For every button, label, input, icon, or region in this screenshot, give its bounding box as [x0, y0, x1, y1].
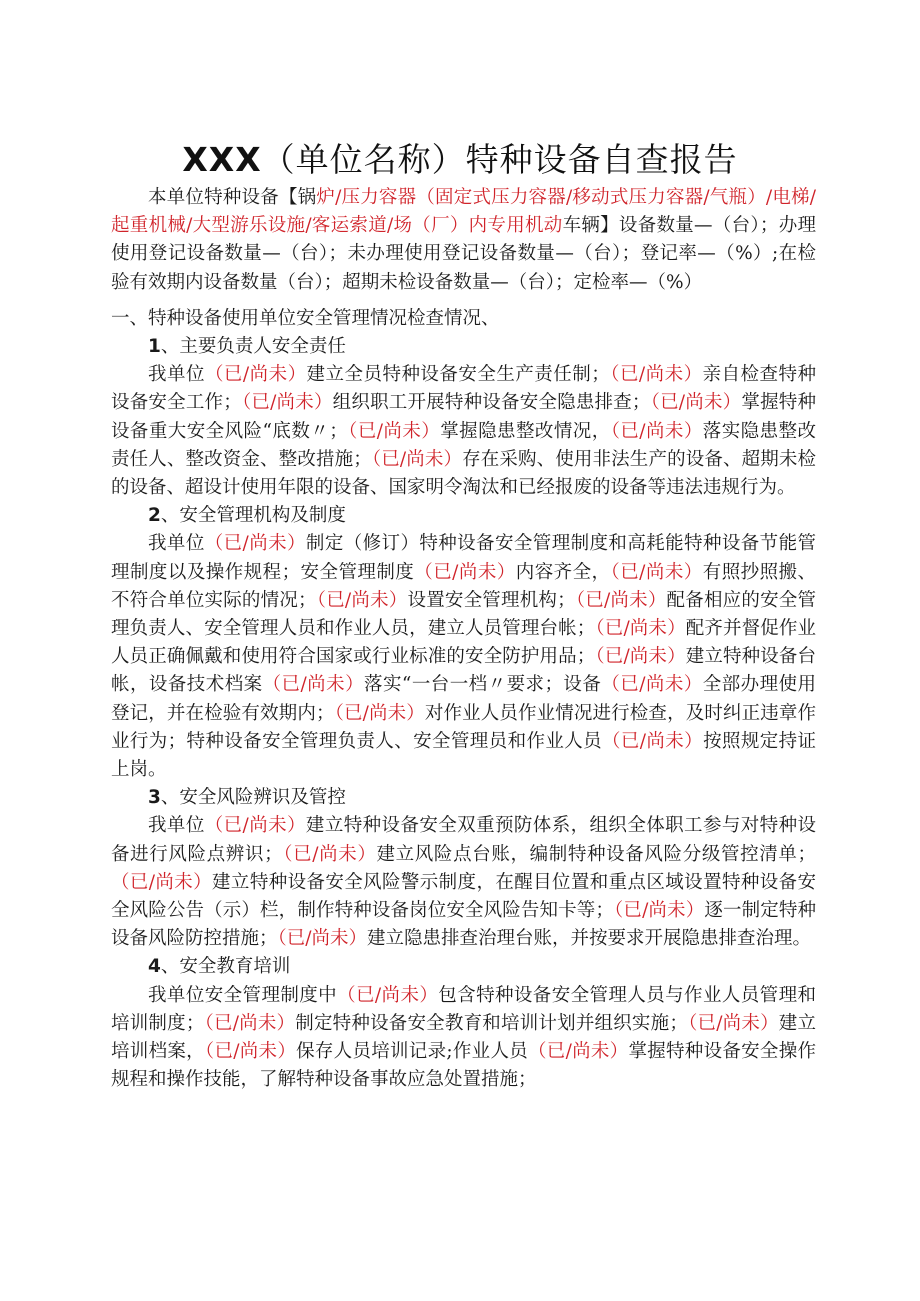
- text-run: 本单位特种设备【锅: [148, 187, 317, 208]
- title-text: （单位名称）特种设备自查报告: [261, 140, 738, 179]
- status-placeholder: （已/尚未）: [650, 392, 742, 414]
- paragraph-responsibility: [111, 361, 816, 502]
- subsection-heading-2: [111, 502, 816, 530]
- text-run: 制定（修订）特种设备安全管理制度和高耗能特种设备节能管理制度以及操作规程；安全管理制度: [111, 533, 816, 583]
- text-run: 建立隐患排查治理台账，并按要求开展隐患排查治理。: [367, 928, 812, 950]
- status-placeholder: （已/尚未）: [334, 702, 425, 724]
- intro-paragraph: [111, 184, 816, 297]
- status-placeholder: （已/尚未）: [111, 871, 213, 893]
- paragraph-training: [111, 982, 816, 1095]
- text-run: 建立风险点台账，编制特种设备风险分级管控清单；: [376, 843, 816, 865]
- status-placeholder: （已/尚未）: [575, 589, 667, 611]
- status-placeholder: （已/尚未）: [609, 364, 703, 386]
- text-run: 我单位: [148, 364, 205, 386]
- status-placeholder: （已/尚未）: [204, 533, 306, 555]
- text-run: 建立特种设备安全风险警示制度，在醒目位置和重点区域设置特种设备安全风险公告（示）栏，制作特种设备岗位安全风险告知卡等；: [111, 871, 816, 922]
- text-run: 亲自检查特种设备安全工作；: [111, 364, 816, 414]
- status-placeholder: （已/尚未）: [204, 815, 306, 837]
- subsection-number: 3: [148, 787, 161, 809]
- status-placeholder: （已/尚未）: [613, 900, 705, 922]
- subsection-number: 2: [148, 505, 161, 527]
- text-run: 内容齐全，: [515, 561, 611, 583]
- status-placeholder: （已/尚未）: [316, 589, 408, 611]
- status-placeholder: （已/尚未）: [204, 1012, 296, 1034]
- status-placeholder: （已/尚未）: [337, 984, 439, 1006]
- text-run: 设置安全管理机构；: [407, 589, 576, 611]
- subsection-heading-4: [111, 953, 816, 981]
- text-run: 落实“一台一档〃要求；设备: [364, 674, 602, 696]
- subsection-number: 4: [148, 956, 161, 978]
- status-placeholder: （已/尚未）: [277, 928, 367, 950]
- text-run: 逐一制定特种设备风险防控措施；: [111, 900, 816, 950]
- text-run: 配备相应的安全管理负责人、安全管理人员和作业人员，建立人员管理台帐；: [111, 589, 816, 640]
- text-run: 制定特种设备安全教育和培训计划并组织实施；: [295, 1012, 688, 1034]
- text-run: 建立培训档案，: [111, 1012, 816, 1063]
- subsection-title: 、安全风险辨识及管控: [160, 787, 346, 809]
- text-run: 组织职工开展特种设备安全隐患排查；: [332, 392, 651, 414]
- text-run: 我单位: [148, 533, 205, 555]
- report-body: [111, 184, 816, 1095]
- status-placeholder: （已/尚未）: [602, 730, 704, 752]
- title-prefix: XXX: [182, 140, 262, 179]
- text-run: 建立全员特种设备安全生产责任制；: [306, 364, 610, 386]
- text-run: 建立特种设备安全双重预防体系，组织全体职工参与对特种设备进行风险点辨识；: [111, 815, 816, 865]
- text-run: 对作业人员作业情况进行检查，及时纠正违章作业行为；特种设备安全管理负责人、安全管理员和作业人员: [111, 702, 816, 752]
- text-run: 存在采购、使用非法生产的设备、超期未检的设备、超设计使用年限的设备、国家明令淘汰和已经报废的设备等违法违规行为。: [111, 448, 816, 499]
- status-placeholder: （已/尚未）: [595, 646, 686, 668]
- status-placeholder: （已/尚未）: [204, 1041, 297, 1063]
- status-placeholder: （已/尚未）: [282, 843, 377, 865]
- status-placeholder: （已/尚未）: [262, 674, 365, 696]
- text-run: 掌握特种设备重大安全风险“底数〃；: [111, 392, 816, 442]
- subsection-title: 、安全教育培训: [160, 956, 291, 978]
- status-placeholder: （已/尚未）: [610, 420, 703, 442]
- paragraph-risk-control: [111, 812, 816, 953]
- text-run: 掌握特种设备安全操作规程和操作技能，了解特种设备事故应急处置措施；: [111, 1041, 816, 1091]
- text-run: 车辆】设备数量—（台）；办理使用登记设备数量—（台）；未办理使用登记设备数量—（台）；登记率—（%）;在检验有效期内设备数量（台）；超期未检设备数量—（台）；定检率—（%）: [111, 215, 816, 293]
- paragraph-management: [111, 530, 816, 784]
- text-run: 建立特种设备台帐，设备技术档案: [111, 646, 816, 696]
- status-placeholder: （已/尚未）: [595, 618, 686, 640]
- status-placeholder: （已/尚未）: [204, 364, 307, 386]
- text-run: 我单位安全管理制度中: [148, 984, 338, 1006]
- text-run: 落实隐患整改责任人、整改资金、整改措施；: [111, 420, 816, 470]
- status-placeholder: 炉/压力容器（固定式压力容器/移动式压力容器/气瓶）/电梯/起重机械/大型游乐设施/客运索道/场（厂）内专用机动: [111, 187, 816, 237]
- status-placeholder: （已/尚未）: [414, 561, 516, 583]
- status-placeholder: （已/尚未）: [528, 1041, 629, 1063]
- text-run: 按照规定持证上岗。: [111, 730, 816, 781]
- section-heading-1: 一、特种设备使用单位安全管理情况检查情况、: [111, 307, 500, 329]
- text-run: 掌握隐患整改情况，: [440, 420, 611, 442]
- status-placeholder: （已/尚未）: [601, 674, 703, 696]
- subsection-heading-3: [111, 784, 816, 812]
- status-placeholder: （已/尚未）: [241, 392, 333, 414]
- status-placeholder: （已/尚未）: [687, 1012, 779, 1034]
- text-run: 配齐并督促作业人员正确佩戴和使用符合国家或行业标准的安全防护用品；: [111, 618, 816, 668]
- status-placeholder: （已/尚未）: [347, 420, 441, 442]
- subsection-title: 、安全管理机构及制度: [160, 505, 346, 527]
- text-run: 有照抄照搬、不符合单位实际的情况；: [111, 561, 817, 611]
- subsection-heading-1: [111, 333, 816, 361]
- text-run: 包含特种设备安全管理人员与作业人员管理和培训制度；: [111, 984, 816, 1034]
- text-run: 我单位: [148, 815, 205, 837]
- subsection-title: 、主要负责人安全责任: [160, 336, 346, 358]
- subsection-number: 1: [148, 336, 161, 358]
- report-title: [0, 134, 920, 181]
- text-run: 保存人员培训记录;作业人员: [296, 1041, 529, 1063]
- status-placeholder: （已/尚未）: [610, 561, 703, 583]
- status-placeholder: （已/尚未）: [371, 448, 463, 470]
- text-run: 全部办理使用登记，并在检验有效期内；: [111, 674, 817, 724]
